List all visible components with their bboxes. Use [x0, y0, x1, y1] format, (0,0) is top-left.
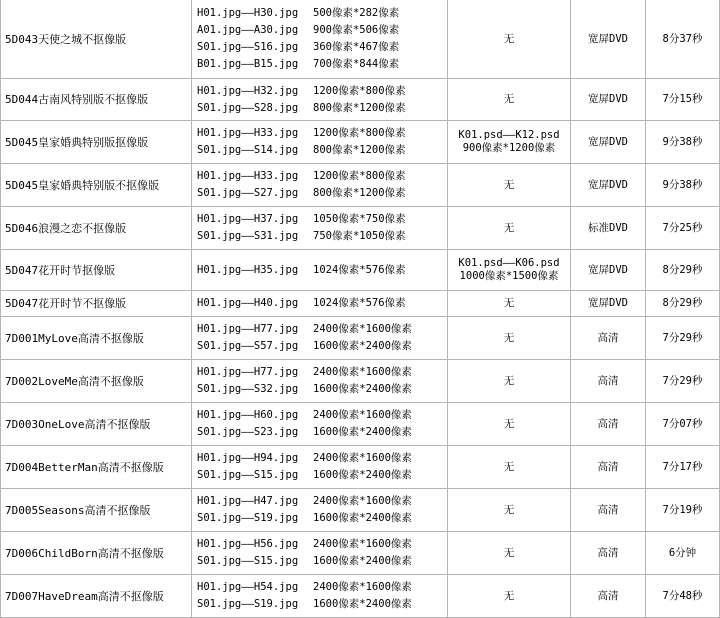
file-range-line	[197, 56, 447, 73]
matte-files-cell	[448, 360, 571, 403]
matte-files-cell	[448, 403, 571, 446]
file-range: H01.jpg——H33.jpg	[197, 170, 299, 182]
video-format-cell: 宽屏DVD	[571, 121, 646, 164]
image-resolution: 1600像素*2400像素	[313, 383, 412, 395]
image-resolution: 1024像素*576像素	[313, 263, 406, 276]
file-range: H01.jpg——H94.jpg	[197, 452, 299, 464]
matte-info-line: 无	[503, 93, 515, 105]
file-range-line	[197, 553, 447, 570]
image-resolution: 2400像素*1600像素	[313, 495, 412, 507]
image-resolution: 900像素*506像素	[313, 24, 400, 36]
image-files-cell	[192, 532, 448, 575]
video-format-cell: 高清	[571, 489, 646, 532]
template-name-cell: 5D045皇家婚典特别版不抠像版	[1, 164, 192, 207]
table-row	[1, 164, 720, 207]
table-row	[1, 532, 720, 575]
matte-files-cell	[448, 532, 571, 575]
table-row	[1, 0, 720, 79]
matte-info-line: 无	[503, 178, 515, 191]
file-range: H01.jpg——H47.jpg	[197, 495, 299, 507]
image-resolution: 2400像素*1600像素	[313, 366, 412, 378]
file-range-line	[197, 493, 447, 510]
file-range: S01.jpg——S16.jpg	[197, 41, 299, 53]
file-range-line	[197, 364, 447, 381]
file-range: S01.jpg——S32.jpg	[197, 383, 299, 395]
video-format-cell: 高清	[571, 317, 646, 360]
video-format-cell: 宽屏DVD	[571, 79, 646, 121]
matte-files-cell	[448, 489, 571, 532]
file-range: H01.jpg——H32.jpg	[197, 84, 299, 97]
file-range: S01.jpg——S15.jpg	[197, 469, 299, 481]
video-format-cell: 宽屏DVD	[571, 164, 646, 207]
image-resolution: 1600像素*2400像素	[313, 555, 412, 567]
file-range-line	[197, 22, 447, 39]
file-range: H01.jpg——H77.jpg	[197, 323, 299, 335]
template-name-cell: 5D043天使之城不抠像版	[1, 0, 192, 79]
video-format-cell: 高清	[571, 360, 646, 403]
template-name-cell: 7D006ChildBorn高清不抠像版	[1, 532, 192, 575]
file-range: S01.jpg——S19.jpg	[197, 598, 299, 610]
video-format-cell: 高清	[571, 446, 646, 489]
image-files-cell	[192, 403, 448, 446]
matte-info-line: 无	[503, 546, 515, 559]
image-resolution: 2400像素*1600像素	[313, 581, 412, 593]
file-range: H01.jpg——H30.jpg	[197, 7, 299, 19]
file-range-line	[197, 228, 447, 245]
table-row	[1, 360, 720, 403]
duration-cell: 7分29秒	[646, 317, 720, 360]
file-range: S01.jpg——S27.jpg	[197, 187, 299, 199]
matte-files-cell	[448, 291, 571, 317]
file-range-line	[197, 596, 447, 613]
table-row	[1, 291, 720, 317]
file-range: S01.jpg——S23.jpg	[197, 426, 299, 438]
image-resolution: 2400像素*1600像素	[313, 452, 412, 464]
image-files-cell	[192, 207, 448, 250]
matte-files-cell	[448, 207, 571, 250]
file-range: A01.jpg——A30.jpg	[197, 24, 299, 36]
video-format-cell: 标准DVD	[571, 207, 646, 250]
file-range-line	[197, 321, 447, 338]
duration-cell: 7分17秒	[646, 446, 720, 489]
matte-files-cell	[448, 446, 571, 489]
image-resolution: 800像素*1200像素	[313, 187, 406, 199]
matte-files-cell	[448, 0, 571, 79]
matte-info-line: K01.psd——K12.psd	[458, 129, 560, 141]
table-row	[1, 207, 720, 250]
file-range: S01.jpg——S14.jpg	[197, 144, 299, 156]
template-name-cell: 5D045皇家婚典特别版抠像版	[1, 121, 192, 164]
file-range-line	[197, 536, 447, 553]
table-row	[1, 250, 720, 291]
image-resolution: 1200像素*800像素	[313, 127, 406, 139]
video-format-cell: 高清	[571, 575, 646, 618]
file-range-line	[197, 83, 447, 100]
duration-cell: 6分钟	[646, 532, 720, 575]
image-files-cell	[192, 446, 448, 489]
file-range-line	[197, 467, 447, 484]
image-files-cell	[192, 489, 448, 532]
file-range: H01.jpg——H54.jpg	[197, 581, 299, 593]
file-range: H01.jpg——H60.jpg	[197, 409, 299, 421]
image-resolution: 1600像素*2400像素	[313, 598, 412, 610]
duration-cell: 8分29秒	[646, 250, 720, 291]
matte-info-line: 无	[503, 331, 515, 344]
file-range-line	[197, 262, 447, 279]
video-format-cell: 高清	[571, 532, 646, 575]
file-range: H01.jpg——H37.jpg	[197, 213, 299, 225]
file-range: H01.jpg——H35.jpg	[197, 263, 299, 276]
matte-info-line: 无	[503, 374, 515, 387]
image-resolution: 2400像素*1600像素	[313, 323, 412, 335]
duration-cell: 7分25秒	[646, 207, 720, 250]
image-files-cell	[192, 575, 448, 618]
image-resolution: 1200像素*800像素	[313, 84, 406, 97]
image-files-cell	[192, 79, 448, 121]
matte-files-cell	[448, 250, 571, 291]
image-resolution: 1600像素*2400像素	[313, 340, 412, 352]
video-format-cell: 宽屏DVD	[571, 291, 646, 317]
duration-cell: 7分15秒	[646, 79, 720, 121]
image-resolution: 1600像素*2400像素	[313, 469, 412, 481]
template-name-cell: 7D001MyLove高清不抠像版	[1, 317, 192, 360]
image-files-cell	[192, 291, 448, 317]
image-resolution: 800像素*1200像素	[313, 144, 406, 156]
file-range: S01.jpg——S28.jpg	[197, 101, 299, 114]
file-range-line	[197, 381, 447, 398]
file-range: S01.jpg——S31.jpg	[197, 230, 299, 242]
matte-info-line: 1000像素*1500像素	[459, 270, 559, 282]
image-resolution: 2400像素*1600像素	[313, 409, 412, 421]
template-name-cell: 5D044古南风特别版不抠像版	[1, 79, 192, 121]
matte-files-cell	[448, 317, 571, 360]
file-range: S01.jpg——S57.jpg	[197, 340, 299, 352]
duration-cell: 7分29秒	[646, 360, 720, 403]
image-files-cell	[192, 164, 448, 207]
duration-cell: 7分19秒	[646, 489, 720, 532]
image-files-cell	[192, 317, 448, 360]
file-range: H01.jpg——H56.jpg	[197, 538, 299, 550]
matte-files-cell	[448, 575, 571, 618]
file-range: H01.jpg——H33.jpg	[197, 127, 299, 139]
file-range-line	[197, 338, 447, 355]
duration-cell: 9分38秒	[646, 164, 720, 207]
file-range-line	[197, 450, 447, 467]
file-range-line	[197, 142, 447, 159]
duration-cell: 7分48秒	[646, 575, 720, 618]
video-format-cell: 高清	[571, 403, 646, 446]
matte-files-cell	[448, 121, 571, 164]
image-files-cell	[192, 360, 448, 403]
file-range-line	[197, 5, 447, 22]
matte-info-line: K01.psd——K06.psd	[458, 257, 560, 269]
file-range-line	[197, 168, 447, 185]
table-row	[1, 446, 720, 489]
table-body	[1, 0, 720, 618]
image-resolution: 1600像素*2400像素	[313, 512, 412, 524]
file-range-line	[197, 579, 447, 596]
image-resolution: 1200像素*800像素	[313, 170, 406, 182]
file-range: H01.jpg——H77.jpg	[197, 366, 299, 378]
table-row	[1, 79, 720, 121]
file-range: S01.jpg——S15.jpg	[197, 555, 299, 567]
template-name-cell: 7D003OneLove高清不抠像版	[1, 403, 192, 446]
image-resolution: 1050像素*750像素	[313, 213, 406, 225]
template-name-cell: 5D047花开时节不抠像版	[1, 291, 192, 317]
table-row	[1, 121, 720, 164]
file-range: H01.jpg——H40.jpg	[197, 297, 299, 309]
template-name-cell: 5D047花开时节抠像版	[1, 250, 192, 291]
file-range-line	[197, 185, 447, 202]
video-format-cell: 宽屏DVD	[571, 0, 646, 79]
template-name-cell: 5D046浪漫之恋不抠像版	[1, 207, 192, 250]
image-resolution: 500像素*282像素	[313, 7, 400, 19]
template-name-cell: 7D005Seasons高清不抠像版	[1, 489, 192, 532]
table-row	[1, 317, 720, 360]
matte-info-line: 900像素*1200像素	[462, 142, 556, 154]
file-range-line	[197, 125, 447, 142]
template-name-cell: 7D002LoveMe高清不抠像版	[1, 360, 192, 403]
file-range-line	[197, 407, 447, 424]
image-resolution: 700像素*844像素	[313, 58, 400, 70]
table-row	[1, 489, 720, 532]
matte-info-line: 无	[503, 589, 515, 602]
template-name-cell: 7D007HaveDream高清不抠像版	[1, 575, 192, 618]
matte-info-line: 无	[503, 503, 515, 516]
matte-files-cell	[448, 79, 571, 121]
table-row	[1, 403, 720, 446]
file-range-line	[197, 100, 447, 117]
duration-cell: 8分37秒	[646, 0, 720, 79]
video-format-cell: 宽屏DVD	[571, 250, 646, 291]
image-files-cell	[192, 0, 448, 79]
matte-info-line: 无	[503, 417, 515, 430]
image-resolution: 1600像素*2400像素	[313, 426, 412, 438]
file-range-line	[197, 211, 447, 228]
file-range: S01.jpg——S19.jpg	[197, 512, 299, 524]
file-range-line	[197, 510, 447, 527]
matte-info-line: 无	[503, 32, 515, 45]
image-resolution: 2400像素*1600像素	[313, 538, 412, 550]
duration-cell: 7分07秒	[646, 403, 720, 446]
image-files-cell	[192, 250, 448, 291]
file-range-line	[197, 295, 447, 312]
matte-info-line: 无	[503, 221, 515, 234]
file-range: B01.jpg——B15.jpg	[197, 58, 299, 70]
image-resolution: 1024像素*576像素	[313, 297, 406, 309]
matte-info-line: 无	[503, 297, 515, 309]
duration-cell: 8分29秒	[646, 291, 720, 317]
file-range-line	[197, 39, 447, 56]
image-resolution: 360像素*467像素	[313, 41, 400, 53]
template-name-cell: 7D004BetterMan高清不抠像版	[1, 446, 192, 489]
image-resolution: 800像素*1200像素	[313, 101, 406, 114]
file-range-line	[197, 424, 447, 441]
matte-info-line: 无	[503, 460, 515, 473]
table-row	[1, 575, 720, 618]
duration-cell: 9分38秒	[646, 121, 720, 164]
image-files-cell	[192, 121, 448, 164]
image-resolution: 750像素*1050像素	[313, 230, 406, 242]
matte-files-cell	[448, 164, 571, 207]
